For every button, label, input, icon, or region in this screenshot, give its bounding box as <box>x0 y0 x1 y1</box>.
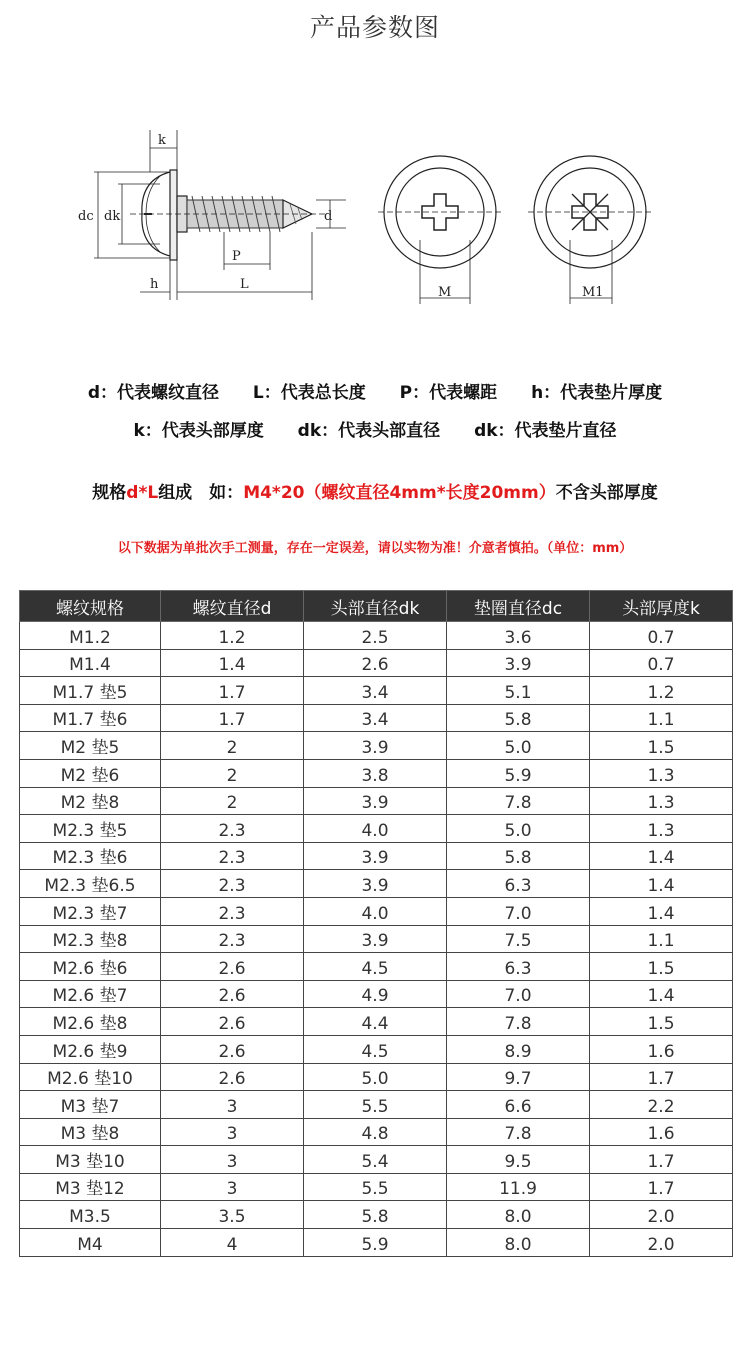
cell-thread-spec: M1.2 <box>20 622 161 650</box>
legend-line-1 <box>0 378 750 403</box>
table-row <box>20 842 733 870</box>
label-dc: dc <box>78 209 94 224</box>
spec-table <box>19 590 733 1257</box>
cell-thread-spec: M2.6 垫10 <box>20 1063 161 1091</box>
cell-head-thickness: 1.3 <box>590 759 733 787</box>
header-head-thickness: 头部厚度k <box>590 591 733 622</box>
cell-thread-diameter: 3 <box>161 1146 304 1174</box>
cell-thread-spec: M2.3 垫8 <box>20 925 161 953</box>
label-M1: M1 <box>582 285 604 300</box>
head-top-view-m1 <box>528 156 652 304</box>
cell-head-thickness: 1.3 <box>590 787 733 815</box>
cell-washer-diameter: 3.6 <box>447 622 590 650</box>
cell-thread-diameter: 2.3 <box>161 925 304 953</box>
spec-suffix: 不含头部厚度 <box>555 483 658 503</box>
cell-thread-spec: M4 <box>20 1229 161 1257</box>
legend-h: h：代表垫片厚度 <box>531 383 663 403</box>
cell-washer-diameter: 5.8 <box>447 842 590 870</box>
cell-head-diameter: 3.9 <box>304 732 447 760</box>
cell-head-diameter: 3.9 <box>304 842 447 870</box>
cell-head-thickness: 1.7 <box>590 1146 733 1174</box>
cell-head-thickness: 2.0 <box>590 1229 733 1257</box>
cell-head-thickness: 1.6 <box>590 1035 733 1063</box>
cell-head-diameter: 5.0 <box>304 1063 447 1091</box>
cell-head-thickness: 1.1 <box>590 704 733 732</box>
table-row <box>20 897 733 925</box>
label-M: M <box>438 285 452 300</box>
cell-washer-diameter: 7.8 <box>447 1118 590 1146</box>
cell-head-thickness: 1.7 <box>590 1063 733 1091</box>
spec-formula: d*L <box>126 483 159 503</box>
table-row <box>20 1035 733 1063</box>
cell-washer-diameter: 5.1 <box>447 677 590 705</box>
cell-head-diameter: 4.5 <box>304 1035 447 1063</box>
cell-washer-diameter: 7.0 <box>447 980 590 1008</box>
cell-head-thickness: 1.2 <box>590 677 733 705</box>
cell-thread-diameter: 2 <box>161 787 304 815</box>
measurement-note: 以下数据为单批次手工测量，存在一定误差，请以实物为准！介意者慎拍。（单位：mm） <box>117 541 633 556</box>
cell-thread-diameter: 3.5 <box>161 1201 304 1229</box>
cell-washer-diameter: 6.3 <box>447 870 590 898</box>
cell-washer-diameter: 7.5 <box>447 925 590 953</box>
header-washer-diameter: 垫圈直径dc <box>447 591 590 622</box>
cell-head-diameter: 5.4 <box>304 1146 447 1174</box>
cell-thread-spec: M2 垫8 <box>20 787 161 815</box>
cell-washer-diameter: 7.8 <box>447 1008 590 1036</box>
cell-thread-diameter: 2 <box>161 732 304 760</box>
cell-thread-spec: M3 垫7 <box>20 1091 161 1119</box>
cell-head-diameter: 5.5 <box>304 1091 447 1119</box>
cell-thread-spec: M2 垫6 <box>20 759 161 787</box>
cell-head-thickness: 2.2 <box>590 1091 733 1119</box>
legend-L: L：代表总长度 <box>252 383 366 403</box>
cell-head-thickness: 1.5 <box>590 1008 733 1036</box>
cell-head-thickness: 1.4 <box>590 897 733 925</box>
cell-head-diameter: 3.8 <box>304 759 447 787</box>
cell-washer-diameter: 5.0 <box>447 815 590 843</box>
cell-head-diameter: 3.4 <box>304 677 447 705</box>
cell-thread-diameter: 1.7 <box>161 677 304 705</box>
cell-washer-diameter: 6.6 <box>447 1091 590 1119</box>
cell-thread-diameter: 2.6 <box>161 1008 304 1036</box>
cell-thread-spec: M2.6 垫7 <box>20 980 161 1008</box>
cell-thread-spec: M3 垫12 <box>20 1173 161 1201</box>
table-row <box>20 732 733 760</box>
cell-head-diameter: 2.6 <box>304 649 447 677</box>
cell-thread-spec: M2 垫5 <box>20 732 161 760</box>
head-top-view-m <box>378 156 502 304</box>
cell-head-diameter: 4.0 <box>304 897 447 925</box>
cell-head-thickness: 1.5 <box>590 732 733 760</box>
table-row <box>20 1091 733 1119</box>
label-dk: dk <box>104 209 121 224</box>
cell-washer-diameter: 6.3 <box>447 953 590 981</box>
spec-example: M4*20（螺纹直径4mm*长度20mm） <box>243 483 556 503</box>
cell-washer-diameter: 8.0 <box>447 1201 590 1229</box>
cell-head-thickness: 1.6 <box>590 1118 733 1146</box>
spec-middle: 组成 如： <box>158 483 244 503</box>
cell-head-diameter: 4.0 <box>304 815 447 843</box>
cell-washer-diameter: 9.7 <box>447 1063 590 1091</box>
cell-head-thickness: 1.4 <box>590 842 733 870</box>
cell-thread-spec: M2.6 垫8 <box>20 1008 161 1036</box>
cell-thread-diameter: 2.3 <box>161 815 304 843</box>
table-row <box>20 1201 733 1229</box>
table-header-row <box>20 591 733 622</box>
cell-washer-diameter: 3.9 <box>447 649 590 677</box>
cell-thread-spec: M3 垫8 <box>20 1118 161 1146</box>
cell-washer-diameter: 11.9 <box>447 1173 590 1201</box>
cell-thread-diameter: 1.7 <box>161 704 304 732</box>
cell-head-diameter: 2.5 <box>304 622 447 650</box>
cell-head-thickness: 0.7 <box>590 649 733 677</box>
cell-head-diameter: 4.4 <box>304 1008 447 1036</box>
header-thread-spec: 螺纹规格 <box>20 591 161 622</box>
cell-thread-spec: M2.3 垫6 <box>20 842 161 870</box>
cell-washer-diameter: 8.0 <box>447 1229 590 1257</box>
table-row <box>20 815 733 843</box>
cell-head-diameter: 5.8 <box>304 1201 447 1229</box>
cell-head-diameter: 4.5 <box>304 953 447 981</box>
table-row <box>20 870 733 898</box>
table-row <box>20 622 733 650</box>
label-k: k <box>158 133 166 148</box>
cell-thread-diameter: 3 <box>161 1173 304 1201</box>
table-row <box>20 1118 733 1146</box>
cell-thread-spec: M3 垫10 <box>20 1146 161 1174</box>
header-thread-diameter: 螺纹直径d <box>161 591 304 622</box>
cell-head-diameter: 5.5 <box>304 1173 447 1201</box>
table-row <box>20 787 733 815</box>
table-row <box>20 704 733 732</box>
spec-prefix: 规格 <box>92 483 127 503</box>
legend-line-2 <box>0 416 750 441</box>
cell-washer-diameter: 7.0 <box>447 897 590 925</box>
cell-thread-diameter: 3 <box>161 1091 304 1119</box>
cell-thread-spec: M2.3 垫7 <box>20 897 161 925</box>
label-h: h <box>150 277 159 292</box>
legend-k: k：代表头部厚度 <box>133 421 264 441</box>
cell-head-thickness: 1.1 <box>590 925 733 953</box>
cell-washer-diameter: 8.9 <box>447 1035 590 1063</box>
spec-explanation <box>0 478 750 503</box>
cell-thread-diameter: 2.6 <box>161 1035 304 1063</box>
cell-thread-diameter: 2.6 <box>161 953 304 981</box>
cell-thread-spec: M1.7 垫6 <box>20 704 161 732</box>
cell-head-thickness: 2.0 <box>590 1201 733 1229</box>
cell-thread-diameter: 4 <box>161 1229 304 1257</box>
label-L: L <box>240 277 249 292</box>
cell-thread-diameter: 2.3 <box>161 897 304 925</box>
cell-thread-diameter: 2.6 <box>161 1063 304 1091</box>
legend-dc: dk：代表垫片直径 <box>474 421 617 441</box>
cell-thread-diameter: 2.6 <box>161 980 304 1008</box>
cell-head-thickness: 1.4 <box>590 870 733 898</box>
cell-washer-diameter: 7.8 <box>447 787 590 815</box>
cell-head-diameter: 3.9 <box>304 925 447 953</box>
table-body <box>20 622 733 1257</box>
cell-head-thickness: 1.7 <box>590 1173 733 1201</box>
table-row <box>20 1173 733 1201</box>
cell-washer-diameter: 5.9 <box>447 759 590 787</box>
cell-head-diameter: 4.8 <box>304 1118 447 1146</box>
table-row <box>20 1146 733 1174</box>
cell-head-diameter: 3.4 <box>304 704 447 732</box>
cell-thread-spec: M2.6 垫6 <box>20 953 161 981</box>
table-row <box>20 980 733 1008</box>
cell-head-thickness: 0.7 <box>590 622 733 650</box>
cell-head-thickness: 1.5 <box>590 953 733 981</box>
cell-thread-diameter: 2.3 <box>161 870 304 898</box>
table-row <box>20 953 733 981</box>
cell-washer-diameter: 5.0 <box>447 732 590 760</box>
cell-washer-diameter: 9.5 <box>447 1146 590 1174</box>
cell-head-diameter: 3.9 <box>304 870 447 898</box>
cell-thread-spec: M1.4 <box>20 649 161 677</box>
cell-thread-spec: M2.3 垫5 <box>20 815 161 843</box>
cell-thread-spec: M2.3 垫6.5 <box>20 870 161 898</box>
table-row <box>20 649 733 677</box>
screw-dimension-diagram <box>0 120 750 320</box>
cell-head-diameter: 4.9 <box>304 980 447 1008</box>
table-row <box>20 677 733 705</box>
table-row <box>20 759 733 787</box>
table-row <box>20 1063 733 1091</box>
cell-thread-diameter: 2 <box>161 759 304 787</box>
cell-head-diameter: 3.9 <box>304 787 447 815</box>
cell-thread-spec: M2.6 垫9 <box>20 1035 161 1063</box>
cell-head-diameter: 5.9 <box>304 1229 447 1257</box>
label-d: d <box>324 209 333 224</box>
cell-thread-diameter: 1.2 <box>161 622 304 650</box>
header-head-diameter: 头部直径dk <box>304 591 447 622</box>
cell-thread-diameter: 3 <box>161 1118 304 1146</box>
legend-d: d：代表螺纹直径 <box>87 383 219 403</box>
legend-dk: dk：代表头部直径 <box>297 421 441 441</box>
table-row <box>20 1008 733 1036</box>
screw-side-view <box>142 170 312 260</box>
legend-P: P：代表螺距 <box>399 383 498 403</box>
table-row <box>20 925 733 953</box>
cell-thread-diameter: 2.3 <box>161 842 304 870</box>
cell-washer-diameter: 5.8 <box>447 704 590 732</box>
cell-head-thickness: 1.4 <box>590 980 733 1008</box>
table-row <box>20 1229 733 1257</box>
cell-thread-diameter: 1.4 <box>161 649 304 677</box>
cell-head-thickness: 1.3 <box>590 815 733 843</box>
cell-thread-spec: M3.5 <box>20 1201 161 1229</box>
page-title: 产品参数图 <box>309 13 440 42</box>
cell-thread-spec: M1.7 垫5 <box>20 677 161 705</box>
label-P: P <box>232 249 241 264</box>
